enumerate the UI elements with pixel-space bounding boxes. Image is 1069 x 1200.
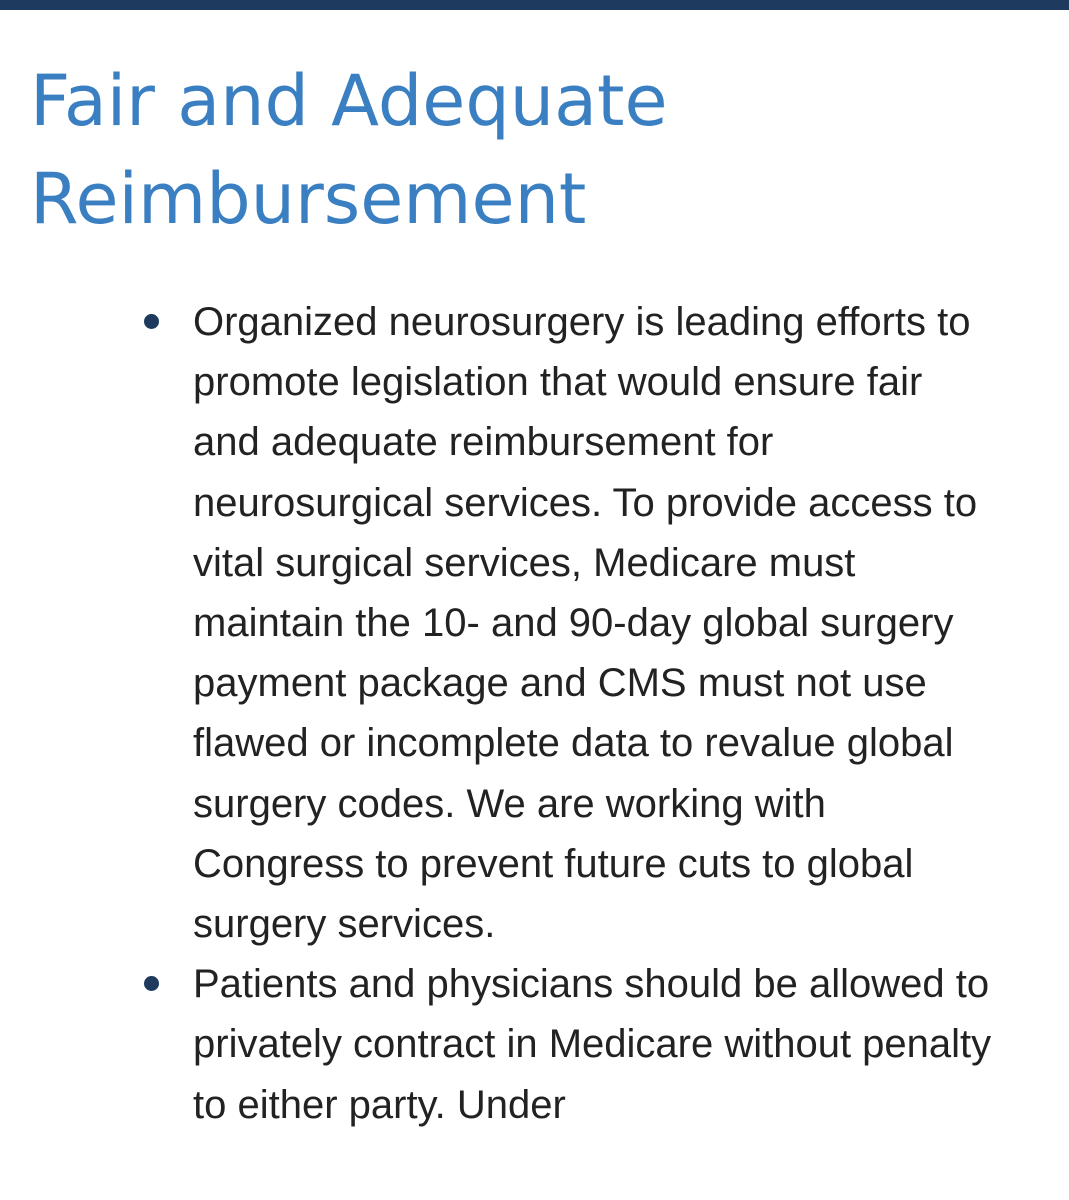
page-title bbox=[30, 52, 1030, 248]
bullet-text: Patients and physicians should be allowed to privately contract in Medicare without penalty to either party. Under bbox=[193, 962, 992, 1127]
bullet-text: Organized neurosurgery is leading efforts to promote legislation that would ensure fair and adequate reimbursement for neurosurgical services. To provide access to vital surgical services, Medicare must maintain the 10- and 90-day global surgery payment package and CMS must not use flawed or incomplete data to revalue global surgery codes. We are working with Congress to prevent future cuts to global surgery services. bbox=[193, 300, 978, 947]
list-item bbox=[0, 954, 1069, 1135]
top-accent-bar bbox=[0, 0, 1069, 10]
page-title-line-2: Reimbursement bbox=[30, 158, 587, 240]
list-item bbox=[0, 292, 1069, 954]
bullet-list bbox=[0, 292, 1069, 1135]
bullet-dot-icon bbox=[144, 976, 159, 991]
page-title-line-1: Fair and Adequate bbox=[30, 60, 668, 142]
bullet-dot-icon bbox=[144, 314, 159, 329]
